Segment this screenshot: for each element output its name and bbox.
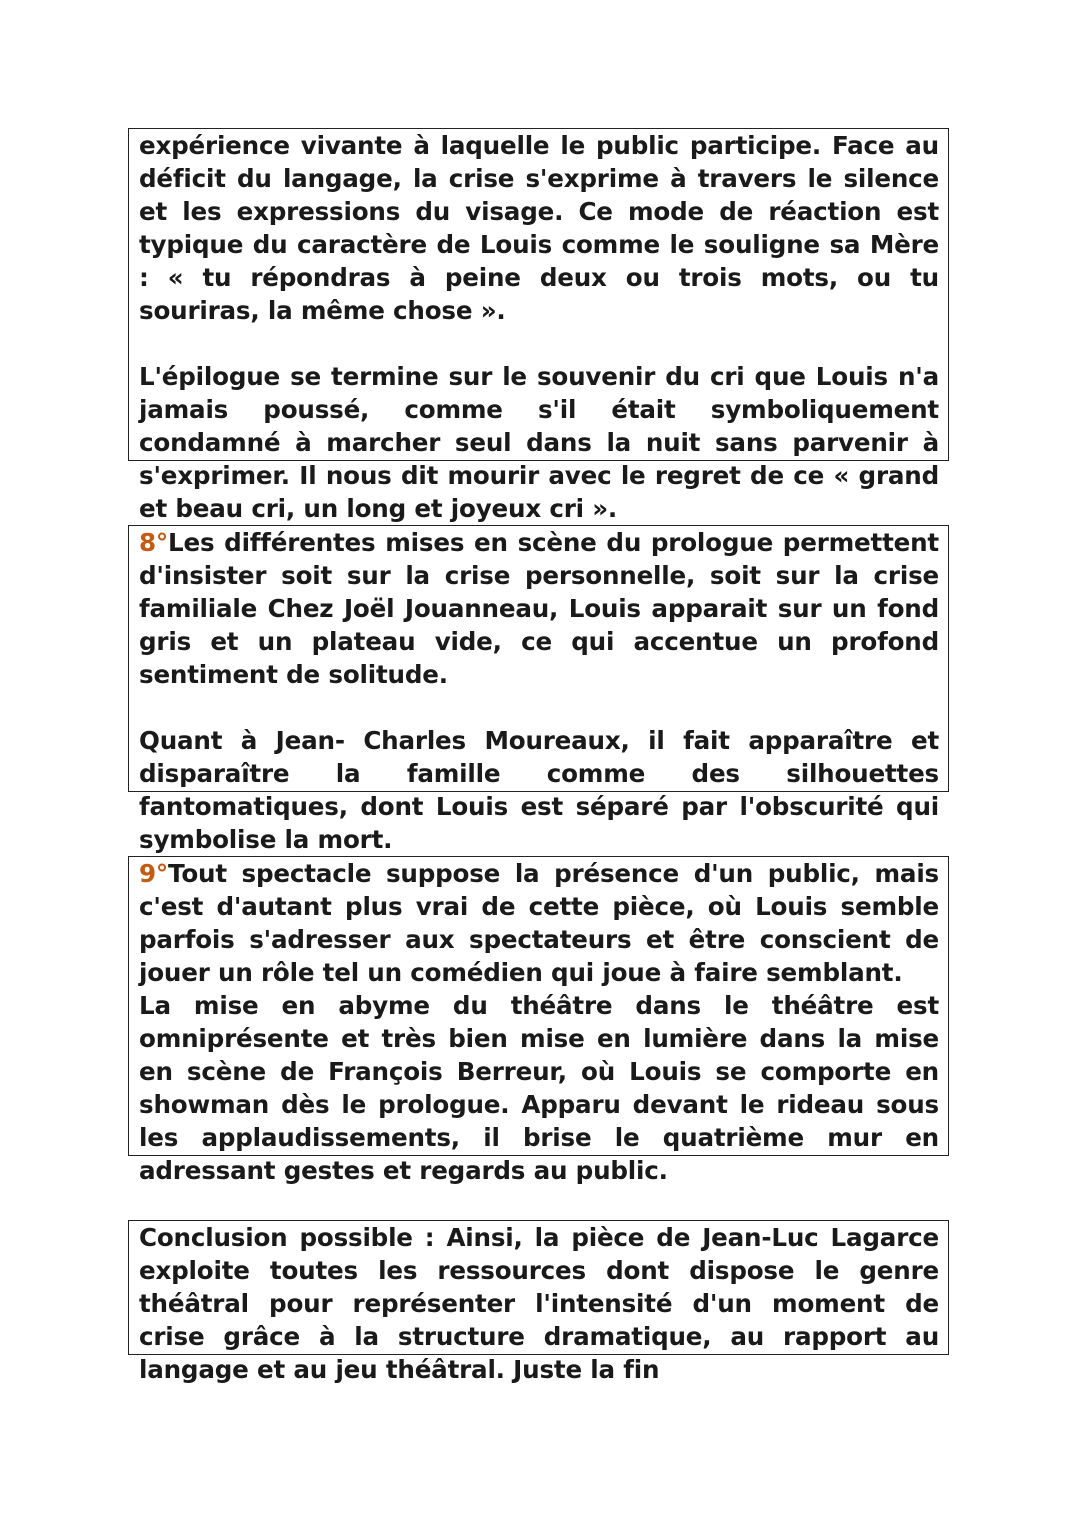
text-box-continuation bbox=[128, 128, 949, 523]
paragraph-gap bbox=[139, 691, 939, 724]
question-number-9: 9° bbox=[139, 859, 169, 888]
text-box-conclusion bbox=[128, 1220, 949, 1384]
paragraph-mise-en-abyme: La mise en abyme du théâtre dans le théâtre est omniprésente et très bien mise en lumière dans la mise en scène de François Berreur, où Louis se comporte en showman dès le prologue. Apparu devant le rideau sous les applaudissements, il brise le quatrième mur en adressant gestes et regards au public. bbox=[139, 991, 939, 1185]
paragraph-epilogue: L'épilogue se termine sur le souvenir du cri que Louis n'a jamais poussé, comme s'il était symboliquement condamné à marcher seul dans la nuit sans parvenir à s'exprimer. Il nous dit mourir avec le regret de ce « grand et beau cri, un long et joyeux cri ». bbox=[139, 362, 939, 523]
paragraph-spectacle-public-text: Tout spectacle suppose la présence d'un public, mais c'est d'autant plus vrai de cette pièce, où Louis semble parfois s'adresser aux spectateurs et être conscient de jouer un rôle tel un comédien qui joue à faire semblant. bbox=[139, 859, 939, 987]
text-box-question-8 bbox=[128, 525, 949, 854]
paragraph-public-participation: expérience vivante à laquelle le public participe. Face au déficit du langage, la crise s'exprime à travers le silence et les expressions du visage. Ce mode de réaction est typique du caractère de Louis comme le souligne sa Mère : « tu répondras à peine deux ou trois mots, ou tu souriras, la même chose ». bbox=[139, 131, 939, 325]
paragraph-moureaux: Quant à Jean- Charles Moureaux, il fait apparaître et disparaître la famille comme des silhouettes fantomatiques, dont Louis est séparé par l'obscurité qui symbolise la mort. bbox=[139, 726, 939, 854]
question-number-8: 8° bbox=[139, 528, 169, 557]
text-box-question-9 bbox=[128, 856, 949, 1185]
paragraph-prologue-staging bbox=[139, 526, 939, 691]
paragraph-prologue-staging-text: Les différentes mises en scène du prologue permettent d'insister soit sur la crise personnelle, soit sur la crise familiale Chez Joël Jouanneau, Louis apparait sur un fond gris et un plateau vide, ce qui accentue un profond sentiment de solitude. bbox=[139, 528, 939, 689]
paragraph-spectacle-public bbox=[139, 857, 939, 989]
paragraph-gap bbox=[139, 327, 939, 360]
paragraph-conclusion: Conclusion possible : Ainsi, la pièce de Jean-Luc Lagarce exploite toutes les ressources dont dispose le genre théâtral pour représenter l'intensité d'un moment de crise grâce à la structure dramatique, au rapport au langage et au jeu théâtral. Juste la fin bbox=[139, 1223, 939, 1384]
